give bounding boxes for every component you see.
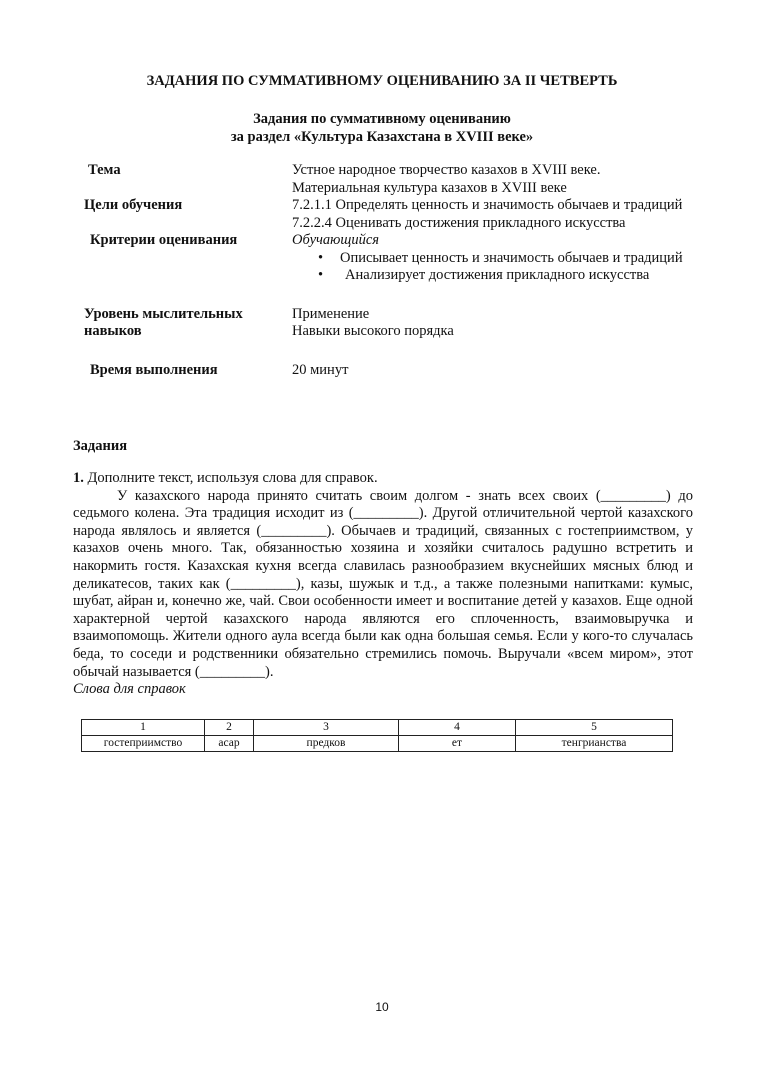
goal-1: 7.2.1.1 Определять ценность и значимость обычаев и традиций: [292, 197, 683, 213]
criteria-label: Критерии оценивания: [90, 232, 238, 248]
criteria-row: [84, 232, 684, 285]
table-cell: 5: [516, 720, 673, 736]
goal-2: 7.2.2.4 Оценивать достижения прикладного искусства: [292, 214, 626, 231]
theme-line-1: Устное народное творчество казахов в XVIII веке.: [292, 162, 601, 178]
theme-value: [292, 162, 684, 197]
time-label: Время выполнения: [90, 361, 218, 378]
goals-value: [292, 197, 684, 232]
task-1-text: У казахского народа принято считать своим долгом - знать всех своих (_________) до седьмого колена. Эта традиция исходит из (_________). Другой отличительной чертой казахского народа являлось и является (_________). Обычаев и традиций, связанных с гостеприимством, у казахов очень много. Так, обязанностью хозяина и хозяйки считалось радушно встретить и накормить гостя. Казахская кухня всегда славилась разнообразием вкуснейших мясных блюд и деликатесов, таких как (_________), казы, шужык и т.д., а также полезными напитками: кумыс, шубат, айран и, конечно же, чай. Свои особенности имеет и воспитание детей у казахов. Еще одной характерной чертой казахского народа являются его сплоченность, взаимовыручка и взаимопомощь. Жители одного аула всегда были как одна большая семья. Если у кого-то случалась беда, то соседи и родственники обязательно стремились помочь. Выручали «всем миром», этот обычай называется (_________).: [73, 487, 693, 680]
level-row: [84, 306, 684, 341]
table-cell: 3: [254, 720, 399, 736]
level-label: [84, 306, 243, 341]
table-cell: 1: [82, 720, 205, 736]
table-cell: ет: [399, 736, 516, 752]
task-1-header: [73, 470, 693, 488]
goals-label: Цели обучения: [84, 197, 183, 213]
table-cell: 2: [205, 720, 254, 736]
task-1: [73, 470, 693, 699]
table-cell: тенгрианства: [516, 736, 673, 752]
level-value: [292, 306, 684, 341]
level-value-1: Применение: [292, 305, 370, 322]
criteria-value: [292, 232, 684, 285]
level-label-line-1: Уровень мыслительных: [84, 305, 243, 322]
table-cell: предков: [254, 736, 399, 752]
theme-label: Тема: [88, 162, 121, 178]
task-1-instruction: Дополните текст, используя слова для справок.: [83, 470, 378, 486]
table-cell: асар: [205, 736, 254, 752]
goals-row: [84, 197, 684, 232]
table-row: [82, 720, 673, 736]
criteria-intro: Обучающийся: [292, 232, 380, 248]
criteria-item: • Описывает ценность и значимость обычаев и традиций: [340, 250, 684, 268]
table-cell: 4: [399, 720, 516, 736]
theme-row: [84, 162, 684, 197]
task-1-number: 1.: [73, 470, 84, 486]
time-value: 20 минут: [292, 361, 349, 378]
sub-title-line-2: за раздел «Культура Казахстана в XVIII веке»: [230, 129, 534, 145]
page-number: 10: [375, 1000, 389, 1014]
sub-title-line-1: Задания по суммативному оцениванию: [253, 111, 511, 127]
level-value-2: Навыки высокого порядка: [292, 323, 454, 339]
time-row: [84, 362, 684, 380]
sub-title: [0, 110, 764, 146]
main-title: ЗАДАНИЯ ПО СУММАТИВНОМУ ОЦЕНИВАНИЮ ЗА II ЧЕТВЕРТЬ: [146, 73, 618, 89]
tasks-heading: Задания: [73, 438, 128, 454]
level-label-line-2: навыков: [84, 323, 142, 339]
criteria-item: • Анализирует достижения прикладного искусства: [340, 267, 684, 285]
table-row: [82, 736, 673, 752]
table-cell: гостеприимство: [82, 736, 205, 752]
assessment-meta: [84, 162, 684, 379]
criteria-list: [292, 250, 684, 285]
theme-line-2: Материальная культура казахов в XVIII веке: [292, 179, 567, 196]
reference-words-table: [81, 719, 673, 752]
reference-label: Слова для справок: [73, 681, 186, 698]
